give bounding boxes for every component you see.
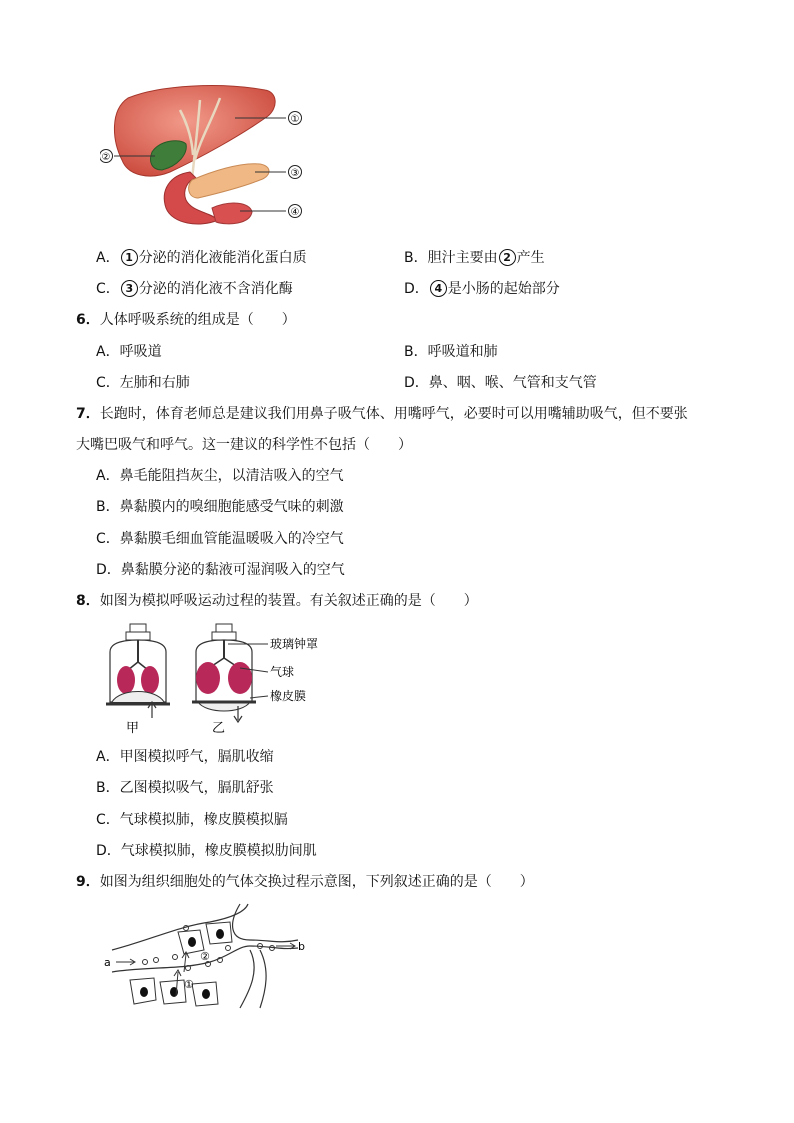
option-letter: A．: [96, 344, 120, 360]
question-text: 如图为组织细胞处的气体交换过程示意图，下列叙述正确的是（ ）: [99, 874, 534, 890]
liver-label-4: ④: [290, 207, 300, 218]
bell-jar-figure: [100, 622, 340, 738]
option-text: 鼻、咽、喉、气管和支气管: [428, 375, 597, 391]
option-text: 气球模拟肺，橡皮膜模拟肋间肌: [120, 843, 317, 859]
q6-option-b[interactable]: [404, 343, 498, 361]
option-text: 鼻毛能阻挡灰尘，以清洁吸入的空气: [119, 468, 344, 484]
q5-option-d[interactable]: [404, 280, 560, 298]
q6-option-c[interactable]: [96, 374, 190, 392]
q8-option-d[interactable]: [96, 842, 317, 860]
q6-option-d[interactable]: [404, 374, 597, 392]
label-2: ②: [200, 950, 210, 963]
question-number: 7．: [76, 406, 100, 422]
q7-option-a[interactable]: [96, 467, 344, 485]
option-letter: C．: [96, 375, 120, 391]
balloon-left-icon: [117, 666, 135, 694]
balloon-right-icon: [141, 666, 159, 694]
intestine-shape: [212, 203, 252, 224]
option-letter: A．: [96, 468, 120, 484]
option-letter: C．: [96, 281, 120, 297]
option-text: 分泌的消化液不含消化酶: [138, 281, 293, 297]
option-letter: D．: [96, 562, 121, 578]
liver-label-1: ①: [290, 114, 300, 125]
liver-label-2: ②: [101, 152, 111, 163]
label-1: ①: [184, 978, 194, 991]
option-text: 呼吸道和肺: [427, 344, 498, 360]
label-bell-jar: 玻璃钟罩: [270, 637, 319, 651]
option-text: 是小肠的起始部分: [447, 281, 560, 297]
liver-pancreas-figure: [100, 80, 320, 240]
q5-option-b[interactable]: [404, 249, 545, 267]
q9-stem: [76, 873, 534, 891]
option-text: 乙图模拟吸气，膈肌舒张: [119, 780, 274, 796]
option-letter: D．: [96, 843, 121, 859]
q8-option-c[interactable]: [96, 811, 288, 829]
q7-stem-line2: 大嘴巴吸气和呼气。这一建议的科学性不包括（ ）: [76, 437, 412, 453]
option-text: 呼吸道: [119, 344, 162, 360]
question-text: 长跑时，体育老师总是建议我们用鼻子吸气体、用嘴呼气，必要时可以用嘴辅助吸气，但不要张: [99, 406, 688, 422]
circled-number: 2: [499, 249, 516, 266]
question-text: 如图为模拟呼吸运动过程的装置。有关叙述正确的是（ ）: [99, 593, 478, 609]
question-number: 9．: [76, 874, 100, 890]
question-text: 人体呼吸系统的组成是（ ）: [99, 312, 296, 328]
q8-option-b[interactable]: [96, 779, 274, 797]
bell-jar-jia: [106, 624, 170, 736]
question-number: 8．: [76, 593, 100, 609]
option-text-pre: 胆汁主要由: [427, 250, 498, 266]
q5-option-a[interactable]: [96, 249, 307, 267]
option-letter: D．: [404, 375, 429, 391]
bell-jar-yi: [192, 624, 256, 736]
q6-option-a[interactable]: [96, 343, 162, 361]
q8-stem: [76, 592, 478, 610]
q7-option-c[interactable]: [96, 530, 344, 548]
caption-yi: 乙: [212, 721, 226, 736]
option-text: 鼻黏膜内的嗅细胞能感受气味的刺激: [119, 499, 344, 515]
q8-option-a[interactable]: [96, 748, 274, 766]
option-letter: B．: [404, 250, 428, 266]
circled-number: 3: [121, 280, 138, 297]
balloon-right-icon: [228, 662, 252, 694]
option-letter: B．: [96, 780, 120, 796]
label-balloon: 气球: [270, 665, 295, 679]
label-a: a: [104, 956, 111, 969]
gas-exchange-figure: [100, 900, 310, 1016]
balloon-left-icon: [196, 662, 220, 694]
option-letter: C．: [96, 531, 120, 547]
option-letter: A．: [96, 749, 120, 765]
label-rubber-membrane: 橡皮膜: [270, 689, 307, 703]
option-letter: D．: [404, 281, 429, 297]
option-letter: A．: [96, 250, 120, 266]
liver-label-3: ③: [290, 168, 300, 179]
option-text: 分泌的消化液能消化蛋白质: [138, 250, 307, 266]
circled-number: 1: [121, 249, 138, 266]
option-letter: B．: [96, 499, 120, 515]
option-text: 鼻黏膜分泌的黏液可湿润吸入的空气: [120, 562, 345, 578]
option-text: 鼻黏膜毛细血管能温暖吸入的冷空气: [119, 531, 344, 547]
option-text: 产生: [516, 250, 545, 266]
q6-stem: [76, 311, 296, 329]
q7-stem-line1: [76, 405, 688, 423]
circled-number: 4: [430, 280, 447, 297]
caption-jia: 甲: [126, 721, 140, 736]
question-number: 6．: [76, 312, 100, 328]
option-letter: C．: [96, 812, 120, 828]
pancreas-shape: [189, 164, 269, 198]
option-text: 气球模拟肺，橡皮膜模拟膈: [119, 812, 288, 828]
option-text: 左肺和右肺: [119, 375, 190, 391]
q5-option-c[interactable]: [96, 280, 293, 298]
option-text: 甲图模拟呼气，膈肌收缩: [119, 749, 274, 765]
q7-option-b[interactable]: [96, 498, 344, 516]
q7-option-d[interactable]: [96, 561, 345, 579]
label-b: b: [298, 940, 305, 953]
option-letter: B．: [404, 344, 428, 360]
